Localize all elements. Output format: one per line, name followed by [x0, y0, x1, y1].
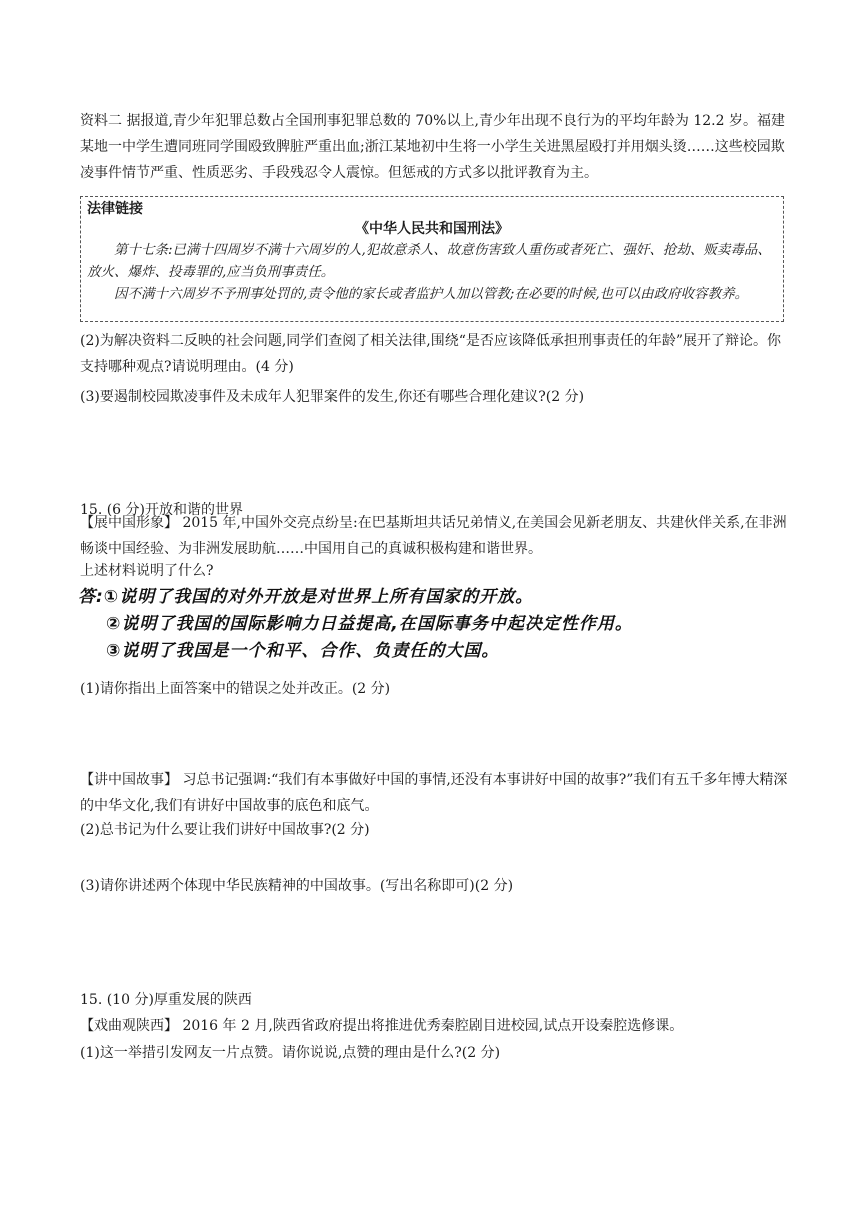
section-opera-shaanxi: 【戏曲观陕西】 2016 年 2 月,陕西省政府提出将推进优秀秦腔剧目进校园,试点开设秦腔选修课。: [80, 1018, 684, 1034]
question-15b-title: 15. (10 分)厚重发展的陕西: [80, 992, 252, 1008]
question-15a-prompt: 上述材料说明了什么?: [80, 563, 214, 579]
law-article-17: 第十七条:已满十四周岁不满十六周岁的人,犯故意杀人、故意伤害致人重伤或者死亡、强奸、抢劫、贩卖毒品、放火、爆炸、投毒罪的,应当负刑事责任。: [87, 242, 771, 280]
question-15a-1: (1)请你指出上面答案中的错误之处并改正。(2 分): [80, 681, 391, 697]
answer-line-1: 答:①说明了我国的对外开放是对世界上所有国家的开放。: [78, 587, 534, 607]
section-tell-china-story: 【讲中国故事】 习总书记强调:“我们有本事做好中国的事情,还没有本事讲好中国的故事?”我们有五千多年博大精深的中华文化,我们有讲好中国故事的底色和底气。: [80, 772, 788, 814]
law-title: 《中华人民共和国刑法》: [355, 221, 509, 237]
question-15a-3: (3)请你讲述两个体现中华民族精神的中国故事。(写出名称即可)(2 分): [80, 878, 514, 894]
question-14-2: (2)为解决资料二反映的社会问题,同学们查阅了相关法律,围绕“是否应该降低承担刑事责任的年龄”展开了辩论。你支持哪种观点?请说明理由。(4 分): [80, 333, 782, 375]
material-two-paragraph: 资料二 据报道,青少年犯罪总数占全国刑事犯罪总数的 70%以上,青少年出现不良行为的平均年龄为 12.2 岁。福建某地一中学生遭同班同学围殴致脾脏严重出血;浙江某地初中生将一小学生关进黑屋殴打并用烟头烫……这些校园欺凌事件情节严重、性质恶劣、手段残忍令人震惊。但惩戒的方式多以批评教育为主。: [80, 113, 785, 181]
handwritten-answer: [78, 584, 698, 665]
law-link-heading: 法律链接: [87, 201, 143, 217]
answer-line-2: ②说明了我国的国际影响力日益提高,在国际事务中起决定性作用。: [106, 614, 633, 634]
law-link-box: [80, 196, 784, 322]
question-14-3: (3)要遏制校园欺凌事件及未成年人犯罪案件的发生,你还有哪些合理化建议?(2 分): [80, 389, 585, 405]
answer-line-3: ③说明了我国是一个和平、合作、负责任的大国。: [106, 641, 500, 661]
question-15a-2: (2)总书记为什么要让我们讲好中国故事?(2 分): [80, 822, 370, 838]
question-15a-title: 15. (6 分)开放和谐的世界: [80, 502, 243, 518]
law-clause: 因不满十六周岁不予刑事处罚的,责令他的家长或者监护人加以管教;在必要的时候,也可以由政府收容教养。: [114, 286, 749, 302]
section-show-china-image: 【展中国形象】 2015 年,中国外交亮点纷呈:在巴基斯坦共话兄弟情义,在美国会见新老朋友、共建伙伴关系,在非洲畅谈中国经验、为非洲发展助航……中国用自己的真诚积极构建和谐世界。: [80, 515, 787, 557]
question-15b-1: (1)这一举措引发网友一片点赞。请你说说,点赞的理由是什么?(2 分): [80, 1045, 501, 1061]
